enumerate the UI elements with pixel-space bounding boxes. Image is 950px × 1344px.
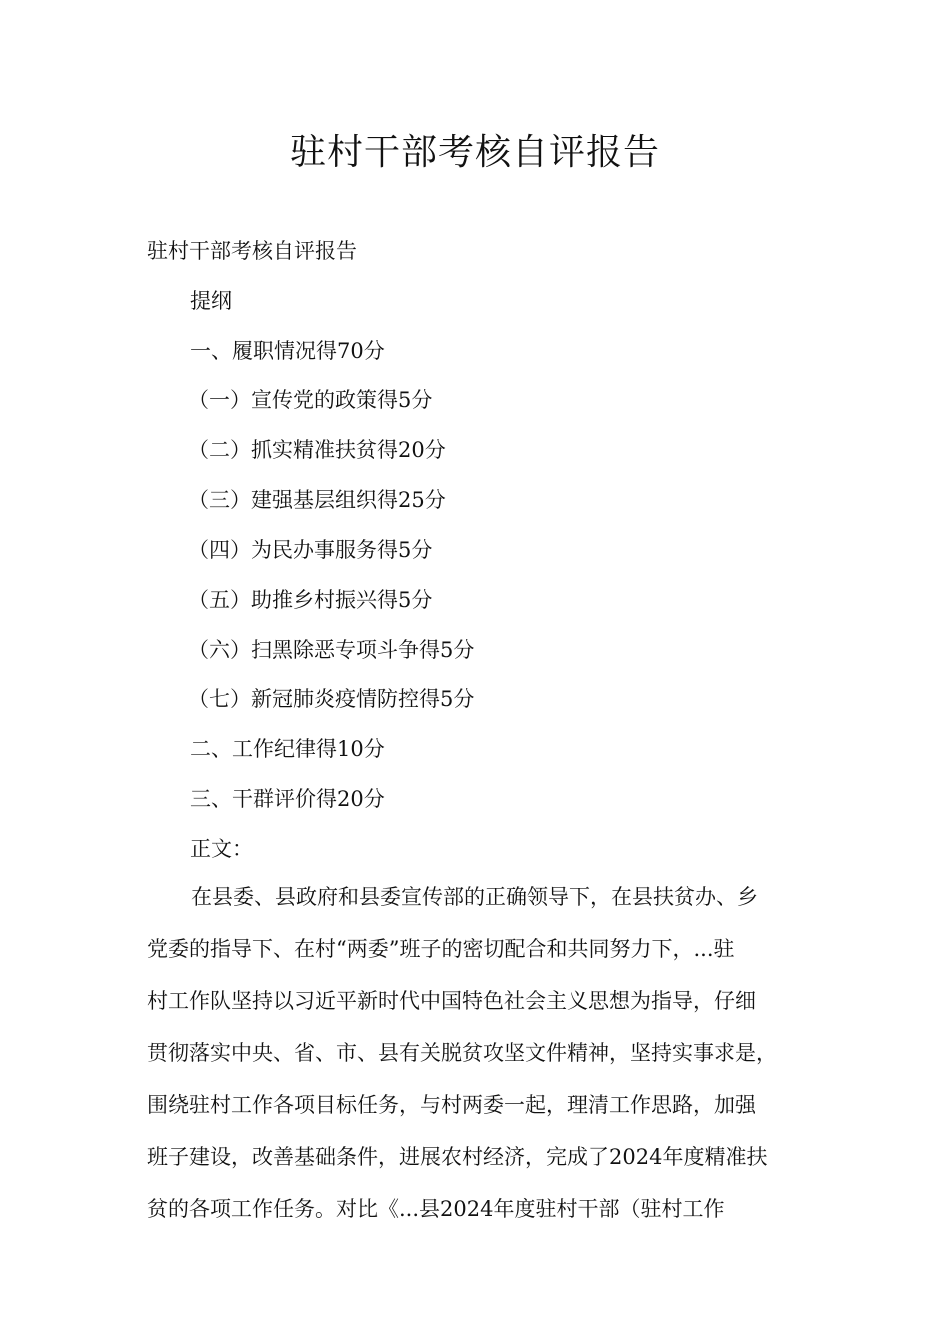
outline-item-1: 一、履职情况得70分 <box>190 339 385 363</box>
body-heading: 正文： <box>190 837 253 861</box>
outline-sub-item: （二）抓实精准扶贫得20分 <box>188 438 446 462</box>
outline-heading: 提纲 <box>190 289 232 313</box>
body-line: 党委的指导下、在村“两委”班子的密切配合和共同努力下，...驻 <box>147 937 735 961</box>
outline-sub-item: （四）为民办事服务得5分 <box>188 538 433 562</box>
body-line: 班子建设，改善基础条件，进展农村经济，完成了2024年度精准扶 <box>147 1145 768 1169</box>
body-line: 贫的各项工作任务。对比《...县2024年度驻村干部（驻村工作 <box>147 1197 725 1221</box>
body-line: 围绕驻村工作各项目标任务，与村两委一起，理清工作思路，加强 <box>147 1093 756 1117</box>
document-title: 驻村干部考核自评报告 <box>289 132 660 173</box>
outline-sub-item: （三）建强基层组织得25分 <box>188 488 446 512</box>
outline-sub-item: （一）宣传党的政策得5分 <box>188 388 433 412</box>
body-paragraph <box>147 882 807 1246</box>
document-subtitle: 驻村干部考核自评报告 <box>147 239 357 263</box>
outline-sub-item: （五）助推乡村振兴得5分 <box>188 588 433 612</box>
outline-item-2: 二、工作纪律得10分 <box>190 737 385 761</box>
outline-item-3: 三、干群评价得20分 <box>190 787 385 811</box>
body-line: 在县委、县政府和县委宣传部的正确领导下，在县扶贫办、乡 <box>191 885 758 909</box>
body-line: 村工作队坚持以习近平新时代中国特色社会主义思想为指导，仔细 <box>147 989 756 1013</box>
body-line: 贯彻落实中央、省、市、县有关脱贫攻坚文件精神，坚持实事求是， <box>147 1041 777 1065</box>
outline-sub-item: （六）扫黑除恶专项斗争得5分 <box>188 638 475 662</box>
outline-sub-item: （七）新冠肺炎疫情防控得5分 <box>188 687 475 711</box>
